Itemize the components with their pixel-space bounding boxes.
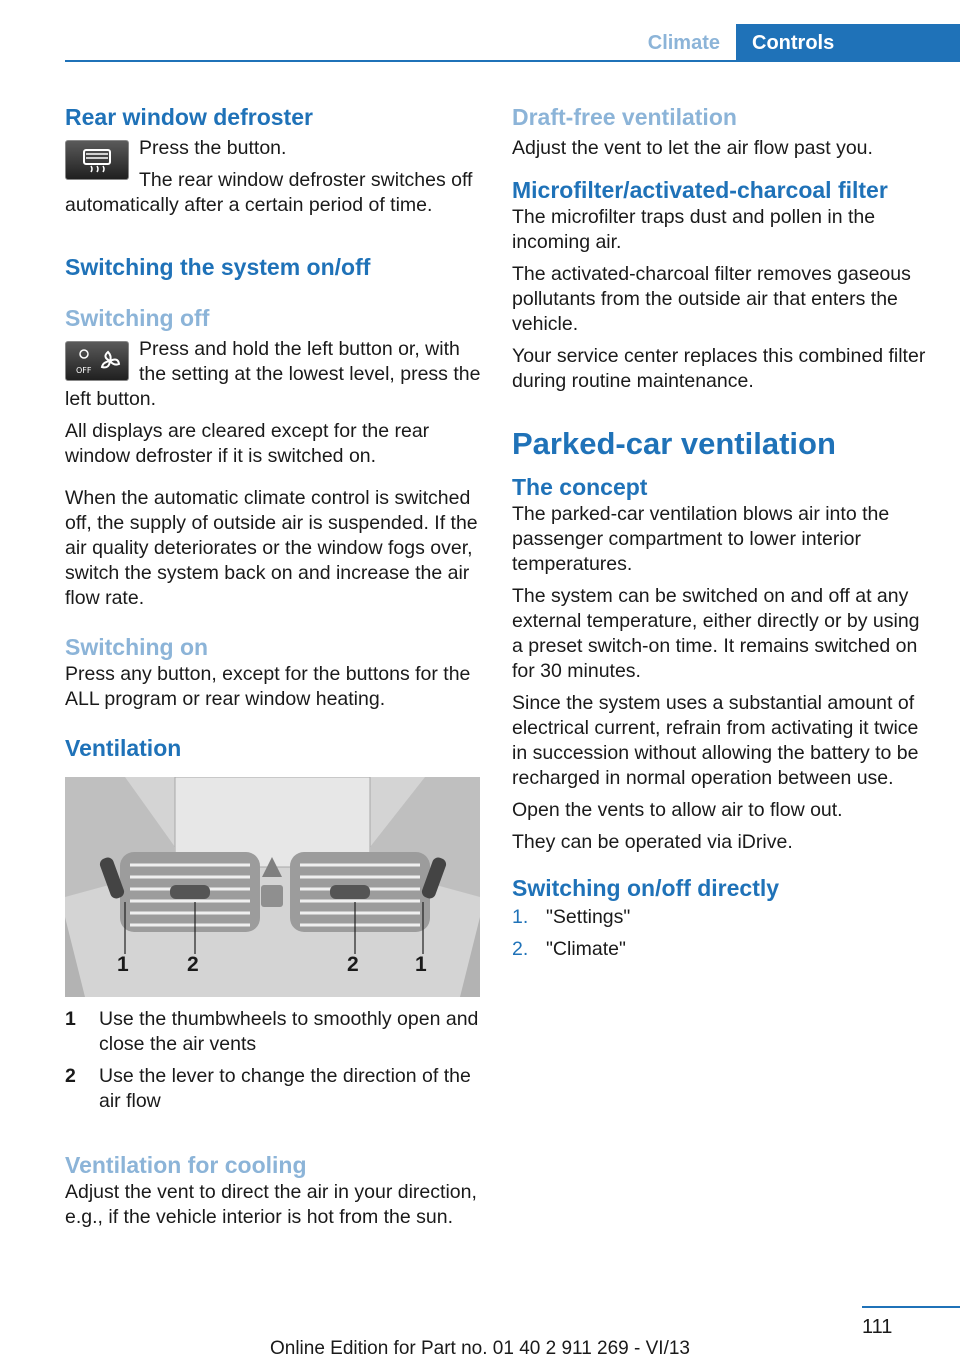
step-text: "Settings" [546,906,631,928]
switching-off-text-3: When the automatic climate control is switched off, the supply of outside air is suspended. If the air quality deteriorates or the window fogs over, switch the system back on and increase the air flow rate. [65,487,478,609]
system-onoff-heading: Switching the system on/off [65,254,371,280]
switching-off-block [65,337,481,412]
concept-text-5: They can be operated via iDrive. [512,831,793,853]
list-item [512,937,928,962]
header-tab-controls: Controls [736,24,960,62]
svg-text:OFF: OFF [76,366,92,375]
step-number: 1. [512,906,529,928]
filter-heading: Microfilter/activated-charcoal filter [512,177,888,203]
ventilation-legend [65,1007,481,1114]
footer-edition: Online Edition for Part no. 01 40 2 911 269 - VI/13 [269,1338,691,1359]
photo-label-1b: 1 [415,953,427,976]
cooling-heading: Ventilation for cooling [65,1152,307,1178]
fan-off-button-icon [65,341,129,381]
step-text: "Climate" [546,938,626,960]
header-rule [65,60,960,62]
header-tab-climate: Climate [647,32,720,54]
rear-defroster-heading: Rear window defroster [65,104,313,130]
filter-text-3: Your service center replaces this combined filter during routine maintenance. [512,345,926,392]
photo-label-2a: 2 [187,953,199,976]
ventilation-photo [65,777,480,997]
switching-off-text-2: All displays are cleared except for the rear window defroster if it is switched on. [65,420,430,467]
step-number: 2. [512,938,529,960]
rear-defroster-block [65,136,481,218]
page-number: 111 [862,1316,893,1338]
direct-steps [512,905,928,962]
direct-heading: Switching on/off directly [512,875,780,901]
right-column [512,102,928,969]
ventilation-heading: Ventilation [65,735,182,761]
switching-on-heading: Switching on [65,634,209,660]
draft-free-text: Adjust the vent to let the air flow past you. [512,137,873,159]
legend-text: Use the thumbwheels to smoothly open and close the air vents [99,1008,479,1055]
list-item [512,905,928,930]
switching-off-heading: Switching off [65,305,210,331]
cooling-text: Adjust the vent to direct the air in your direction, e.g., if the vehicle interior is hot from the sun. [65,1181,477,1228]
photo-label-1a: 1 [117,953,129,976]
legend-text: Use the lever to change the direction of the air flow [99,1065,471,1112]
photo-label-2b: 2 [347,953,359,976]
switching-off-text-1: Press and hold the left button or, with the setting at the lowest level, press the left button. [65,338,481,410]
rear-defroster-text-1: Press the button. [139,137,287,159]
rear-defroster-text-2: The rear window defroster switches off automatically after a certain period of time. [65,169,473,216]
rear-defroster-button-icon [65,140,129,180]
parked-car-heading: Parked-car ventilation [512,426,836,461]
concept-text-3: Since the system uses a substantial amount of electrical current, refrain from activating it twice in succession without allowing the battery to be recharged in normal operation between use. [512,692,919,789]
list-item [65,1064,481,1114]
filter-text-2: The activated-charcoal filter removes gaseous pollutants from the outside air that enters the vehicle. [512,263,911,335]
draft-free-heading: Draft-free ventilation [512,104,737,130]
switching-on-text: Press any button, except for the buttons for the ALL program or rear window heating. [65,663,471,710]
filter-text-1: The microfilter traps dust and pollen in the incoming air. [512,206,876,253]
footer-rule [862,1306,960,1308]
legend-number: 2 [65,1065,76,1087]
left-column [65,102,481,1230]
concept-text-1: The parked-car ventilation blows air into the passenger compartment to lower interior temperatures. [512,503,890,575]
concept-heading: The concept [512,474,648,500]
concept-text-2: The system can be switched on and off at any external temperature, either directly or by using a preset switch-on time. It remains switched on for 30 minutes. [512,585,920,682]
concept-text-4: Open the vents to allow air to flow out. [512,799,843,821]
legend-number: 1 [65,1008,76,1030]
list-item [65,1007,481,1057]
